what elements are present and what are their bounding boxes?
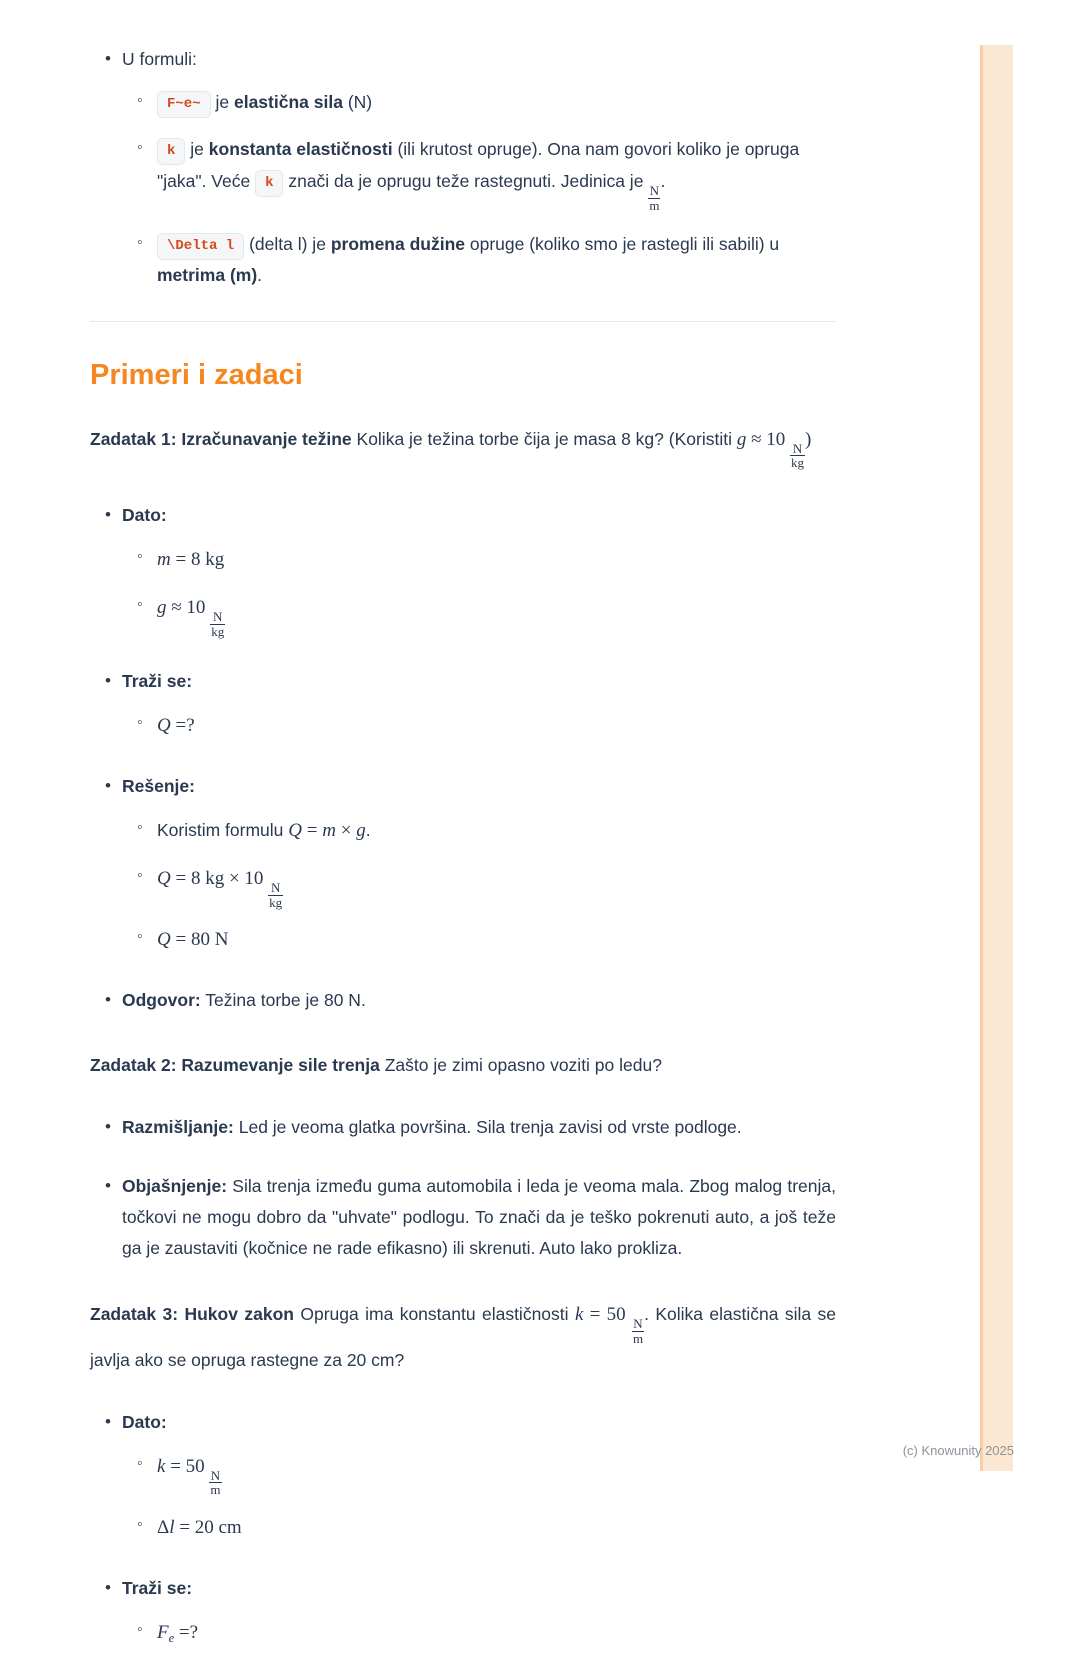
zadatak3-dato-group — [90, 1407, 836, 1545]
circle-bullet-icon: ◦ — [137, 548, 143, 566]
bold-run: elastična sila — [233, 92, 343, 113]
fraction-numerator: N — [212, 609, 223, 625]
list-item-k — [90, 1450, 836, 1497]
odgovor-label: Odgovor: — [122, 990, 201, 1011]
circle-bullet-icon: ◦ — [137, 92, 143, 110]
fraction — [632, 1317, 644, 1345]
math-run: × — [340, 820, 352, 842]
list-item-sol3 — [90, 923, 836, 957]
code-chip-delta-l: \Delta l — [157, 233, 244, 260]
zadatak1-odgovor-group — [90, 985, 836, 1016]
footer-credit: (c) Knowunity 2025 — [902, 1443, 1014, 1458]
code-chip-fe: F~e~ — [157, 91, 211, 118]
list-item-u-formuli — [90, 44, 836, 75]
math-var: g — [736, 428, 747, 450]
math-run: =? — [178, 1621, 199, 1643]
math-calculation — [157, 868, 283, 910]
list-item-trazi — [90, 666, 836, 697]
text-run: opruge (koliko smo je rastegli ili sabili) u — [469, 233, 780, 254]
list-item-body — [122, 44, 836, 75]
text-run: . — [257, 264, 263, 285]
math-k-formula — [574, 1304, 644, 1346]
list-item-q — [90, 709, 836, 743]
section-divider — [90, 321, 836, 322]
math-run: ≈ 10 — [171, 597, 206, 619]
list-item-body — [157, 134, 836, 212]
dato-label: Dato: — [122, 1411, 167, 1432]
unit-fraction-n-per-m — [648, 171, 660, 214]
list-item-resenje — [90, 771, 836, 802]
list-item-objasnjenje — [90, 1171, 836, 1264]
list-item-fe — [90, 1616, 836, 1650]
math-var: Q — [288, 820, 303, 842]
objasnjenje-text: Sila trenja između guma automobila i leda je veoma mala. Zbog malog trenja, točkovi ne mogu dobro da "uhvate" podlogu. To znači da je teško pokrenuti auto, a još teže ga je zaustaviti (kočnice ne rade efikasno) ili skrenuti. Auto lako prokliza. — [122, 1175, 836, 1258]
math-var: k — [157, 1455, 166, 1477]
math-run: = 50 — [589, 1304, 626, 1326]
math-var: g — [157, 597, 167, 619]
math-var: m — [157, 549, 171, 571]
list-item-razmisljanje — [90, 1112, 836, 1143]
resenje-label: Rešenje: — [122, 776, 195, 797]
zadatak2-razmisljanje-group — [90, 1112, 836, 1143]
text-run: znači da je oprugu teže rastegnuti. Jedinica je — [288, 171, 644, 192]
text-run: . — [660, 171, 666, 192]
math-var: g — [356, 820, 366, 842]
math-var: Q — [157, 868, 171, 890]
math-run: = 80 N — [175, 929, 229, 951]
fraction-denominator: m — [632, 1330, 644, 1346]
section-heading: Primeri i zadaci — [90, 358, 303, 391]
math-var: Q — [157, 715, 171, 737]
math-run: ≈ 10 — [751, 428, 786, 450]
zadatak1-dato-group — [90, 500, 836, 638]
intro-lead-text: U formuli: — [122, 49, 197, 69]
math-run: =? — [175, 715, 195, 737]
dato-label: Dato: — [122, 505, 167, 526]
bold-run: metrima (m) — [157, 264, 258, 285]
math-run: Δ — [157, 1516, 170, 1538]
fraction — [210, 610, 225, 638]
fraction — [790, 442, 805, 470]
bullet-icon: • — [105, 505, 111, 525]
list-item-mass — [90, 543, 836, 577]
bullet-icon: • — [105, 49, 111, 68]
text-run: . Kolika elastična sila se javlja ako se opruga rastegne za 20 cm? — [90, 1304, 836, 1371]
math-var: l — [169, 1516, 175, 1538]
zadatak3-label: Zadatak 3: Hukov zakon — [90, 1304, 294, 1325]
math-fe — [157, 1622, 198, 1643]
text-run: (ili krutost opruge). Ona nam govori koliko je opruga "jaka". Veće — [157, 139, 800, 192]
math-var: Q — [157, 929, 171, 951]
document-content — [90, 44, 836, 1678]
list-item-dato — [90, 1407, 836, 1438]
list-item-body — [157, 229, 836, 291]
list-item-g — [90, 591, 836, 638]
list-item-body — [157, 87, 836, 118]
bullet-icon: • — [105, 990, 111, 1010]
zadatak2-label: Zadatak 2: Razumevanje sile trenja — [90, 1055, 380, 1076]
math-formula — [288, 820, 365, 841]
text-run: Koristim formulu — [157, 820, 284, 841]
fraction — [268, 881, 283, 909]
circle-bullet-icon: ◦ — [137, 714, 143, 732]
math-run: = 20 cm — [179, 1516, 242, 1538]
page-edge-stripe — [980, 45, 1013, 1471]
math-run: = 50 — [170, 1455, 205, 1477]
fraction-numerator: N — [649, 183, 660, 199]
circle-bullet-icon: ◦ — [137, 596, 143, 614]
math-var: k — [574, 1304, 584, 1326]
list-item-trazi — [90, 1573, 836, 1604]
circle-bullet-icon: ◦ — [137, 867, 143, 885]
formula-intro-list — [90, 44, 836, 291]
formula-item-elastic-force — [90, 87, 836, 118]
bold-run: promena dužine — [330, 233, 465, 254]
fraction-numerator: N — [792, 440, 803, 456]
fraction — [648, 184, 660, 212]
razmisljanje-text: Led je veoma glatka površina. Sila trenja zavisi od vrste podloge. — [238, 1116, 742, 1137]
zadatak2-statement — [90, 1050, 836, 1081]
fraction-numerator: N — [210, 1467, 221, 1483]
fraction-denominator: kg — [791, 455, 805, 471]
trazi-label: Traži se: — [122, 671, 193, 692]
zadatak1-label: Zadatak 1: Izračunavanje težine — [90, 428, 352, 449]
fraction-denominator: m — [649, 198, 660, 214]
math-mass — [157, 549, 224, 570]
bullet-icon: • — [105, 1411, 111, 1431]
text-run: . — [365, 820, 371, 841]
math-q — [157, 715, 195, 736]
circle-bullet-icon: ◦ — [137, 139, 143, 157]
circle-bullet-icon: ◦ — [137, 928, 143, 946]
code-chip-k: k — [157, 138, 185, 165]
bullet-icon: • — [105, 671, 111, 691]
text-run: Kolika je težina torbe čija je masa 8 kg? (Koristiti — [356, 428, 732, 449]
objasnjenje-label: Objašnjenje: — [122, 1175, 228, 1196]
math-var: F — [157, 1621, 169, 1643]
bullet-icon: • — [105, 776, 111, 796]
razmisljanje-label: Razmišljanje: — [122, 1116, 234, 1137]
bullet-icon: • — [105, 1116, 111, 1136]
zadatak3-statement — [90, 1298, 836, 1376]
zadatak1-resenje-group — [90, 771, 836, 957]
math-result — [157, 929, 228, 950]
math-g-approx — [736, 428, 812, 471]
circle-bullet-icon: ◦ — [137, 819, 143, 837]
formula-item-delta-l — [90, 229, 836, 291]
code-chip-k-inline: k — [255, 170, 283, 197]
list-item-odgovor — [90, 985, 836, 1016]
zadatak3-trazi-group — [90, 1573, 836, 1650]
fraction-denominator: m — [210, 1482, 221, 1498]
text-run: (N) — [347, 92, 373, 113]
math-subscript: e — [168, 1630, 175, 1645]
formula-item-spring-constant — [90, 134, 836, 212]
list-item-sol2 — [90, 862, 836, 909]
fraction-numerator: N — [633, 1316, 643, 1332]
zadatak2-objasnjenje-group — [90, 1171, 836, 1264]
math-run: = 8 kg — [175, 549, 225, 571]
list-item-sol1 — [90, 814, 836, 848]
text-run: je — [215, 92, 230, 113]
math-var: m — [322, 820, 336, 842]
text-run: Zašto je zimi opasno voziti po ledu? — [384, 1055, 662, 1076]
math-delta-l — [157, 1517, 242, 1538]
text-run: (delta l) je — [249, 233, 326, 254]
math-run: = — [306, 820, 318, 842]
zadatak1-statement — [90, 423, 836, 470]
text-run: Opruga ima konstantu elastičnosti — [300, 1304, 569, 1325]
math-run: = 8 kg × 10 — [175, 868, 264, 890]
circle-bullet-icon: ◦ — [137, 233, 143, 251]
odgovor-text: Težina torbe je 80 N. — [205, 990, 366, 1011]
circle-bullet-icon: ◦ — [137, 1620, 143, 1638]
fraction-denominator: kg — [269, 894, 283, 910]
bullet-icon: • — [105, 1577, 111, 1597]
circle-bullet-icon: ◦ — [137, 1454, 143, 1472]
fraction-denominator: kg — [211, 623, 225, 639]
bold-run: konstanta elastičnosti — [208, 139, 393, 160]
fraction-numerator: N — [270, 880, 281, 896]
math-run: ) — [805, 428, 812, 450]
circle-bullet-icon: ◦ — [137, 1515, 143, 1533]
fraction — [209, 1469, 221, 1497]
math-g — [157, 597, 225, 639]
math-k — [157, 1455, 222, 1498]
list-item-dato — [90, 500, 836, 531]
text-run: je — [190, 139, 204, 160]
trazi-label: Traži se: — [122, 1577, 193, 1598]
bullet-icon: • — [105, 1175, 111, 1195]
zadatak1-trazi-group — [90, 666, 836, 743]
